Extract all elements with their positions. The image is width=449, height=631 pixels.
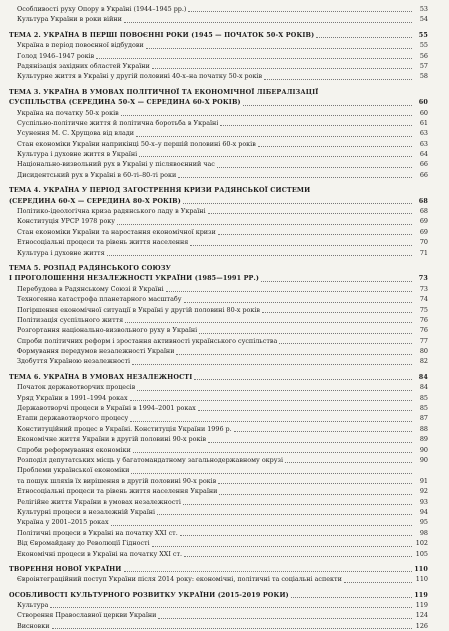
dot-leader <box>52 628 413 629</box>
toc-page-number: 89 <box>419 435 428 444</box>
dot-leader <box>218 483 412 484</box>
toc-entry-title: Особливості руху Опору в Україні (1944–1945 рр.) <box>17 4 187 13</box>
dot-leader <box>132 364 412 365</box>
toc-entry-title: Голод 1946–1947 років <box>17 51 95 60</box>
toc-page-number: 90 <box>419 456 428 464</box>
dot-leader <box>188 11 412 12</box>
toc-entry <box>9 549 428 559</box>
toc-page-number: 76 <box>419 315 428 324</box>
dot-leader <box>262 312 412 313</box>
toc-entry-title: Культурні процеси в незалежній Україні <box>17 507 156 516</box>
dot-leader <box>190 245 412 246</box>
dot-leader <box>198 410 412 411</box>
dot-leader <box>220 125 412 126</box>
dot-leader <box>208 442 412 443</box>
toc-page-number: 66 <box>419 160 428 169</box>
toc-page-number: 55 <box>418 30 428 39</box>
dot-leader <box>131 473 412 474</box>
toc-entry-title: Розгортання національно-визвольного руху в Україні <box>17 326 198 335</box>
toc-entry <box>9 118 428 128</box>
toc-page-number: 82 <box>419 357 428 366</box>
toc-entry-title: Етносоціальні процеси та рівень життя населення України <box>17 487 218 496</box>
toc-entry <box>9 108 428 118</box>
toc-entry-title: Формування передумов незалежності України <box>17 347 175 356</box>
toc-section-heading <box>9 590 428 600</box>
toc-page-number: 69 <box>419 227 428 236</box>
toc-page-number: 85 <box>419 393 428 402</box>
toc-entry <box>9 424 428 434</box>
toc-page-number: 58 <box>419 72 428 81</box>
toc-entry-title: Створення Православної церкви України <box>17 611 157 620</box>
toc-entry <box>9 497 428 507</box>
toc-entry <box>9 4 428 14</box>
toc-entry-title: Політико-ідеологічна криза радянського ладу в Україні <box>17 207 206 216</box>
dot-leader <box>264 79 412 80</box>
toc-entry <box>9 40 428 50</box>
toc-page-number: 93 <box>419 497 428 506</box>
toc-page-number: 98 <box>419 528 428 537</box>
toc-page-number: 63 <box>419 129 428 138</box>
toc-entry-title: Стан економіки України та наростання економічної кризи <box>17 227 216 236</box>
toc-section-heading <box>9 273 428 283</box>
toc-entry <box>9 159 428 169</box>
dot-leader <box>166 291 412 292</box>
toc-page-number: 91 <box>419 476 428 485</box>
toc-entry <box>9 465 428 475</box>
toc-entry-title: Стан економіки України наприкінці 50-х–у першій половині 60-х років <box>17 139 256 148</box>
toc-entry <box>9 382 428 392</box>
toc-entry-title: ТЕМА 5. РОЗПАД РАДЯНСЬКОГО СОЮЗУ <box>9 263 171 272</box>
toc-entry <box>9 346 428 356</box>
toc-page-number: 76 <box>419 326 428 335</box>
toc-entry <box>9 237 428 247</box>
dot-leader <box>121 115 412 116</box>
toc-entry <box>9 71 428 81</box>
toc-page-number: 77 <box>419 336 428 345</box>
toc-entry <box>9 128 428 138</box>
toc-section-heading <box>9 196 428 206</box>
dot-leader <box>130 400 412 401</box>
toc-entry <box>9 149 428 159</box>
toc-entry-title: Конституція УРСР 1978 року <box>17 217 116 226</box>
dot-leader <box>176 354 412 355</box>
toc-page-number: 57 <box>419 61 428 70</box>
toc-page-number: 55 <box>419 41 428 50</box>
dot-leader <box>184 302 413 303</box>
toc-entry-title: Етапи державотворчого процесу <box>17 414 129 423</box>
toc-page-number: 119 <box>415 601 428 610</box>
toc-entry <box>9 284 428 294</box>
toc-entry-title: Культура <box>17 601 49 610</box>
dot-leader <box>183 504 412 505</box>
toc-page-number: 84 <box>418 372 428 381</box>
toc-page-number: 92 <box>419 487 428 496</box>
dot-leader <box>117 224 412 225</box>
toc-entry <box>9 305 428 315</box>
toc-entry-title: Суспільно-політичне життя й політична боротьба в Україні <box>17 118 219 127</box>
toc-entry-title: Політичні процеси в Україні на початку ХХІ ст. <box>17 528 178 537</box>
toc-entry <box>9 413 428 423</box>
toc-entry <box>9 248 428 258</box>
toc-entry-title: ТВОРЕННЯ НОВОЇ УКРАЇНИ <box>9 564 122 573</box>
toc-page-number: 102 <box>415 539 428 548</box>
dot-leader <box>184 556 412 557</box>
dot-leader <box>50 607 412 608</box>
toc-entry <box>9 621 428 631</box>
toc-page-number: 84 <box>419 383 428 392</box>
toc-entry-title: Культура і духовне життя в Україні <box>17 150 138 159</box>
dot-leader <box>219 494 412 495</box>
dot-leader <box>199 333 412 334</box>
toc-entry <box>9 357 428 367</box>
toc-section-heading <box>9 30 428 40</box>
dot-leader <box>183 203 412 204</box>
toc-entry-title: Україна у 2001–2015 роках <box>17 518 109 527</box>
toc-entry-title: Перебудова в Радянському Союзі й Україні <box>17 284 164 293</box>
toc-entry-title: Україна на початку 50-х років <box>17 108 119 117</box>
toc-entry-title: Проблеми української економіки <box>17 466 130 475</box>
toc-page-number: 53 <box>419 4 428 13</box>
toc-page-number: 87 <box>419 414 428 423</box>
toc-page-number: 60 <box>418 98 428 107</box>
toc-section-heading <box>9 87 428 97</box>
toc-page-number: 73 <box>418 274 428 283</box>
dot-leader <box>243 105 412 106</box>
toc-entry-title: Державотворчі процеси в Україні в 1994–2001 роках <box>17 404 196 413</box>
dot-leader <box>133 452 412 453</box>
toc-entry <box>9 216 428 226</box>
toc-page-number: 80 <box>419 347 428 356</box>
toc-page-number: 54 <box>419 15 428 24</box>
toc-page-number: 60 <box>419 108 428 117</box>
toc-page-number: 68 <box>419 207 428 216</box>
toc-entry-title: Уряд України в 1991–1994 роках <box>17 393 128 402</box>
toc-entry-title: ОСОБЛИВОСТІ КУЛЬТУРНОГО РОЗВИТКУ УКРАЇНИ (2015-2019 РОКИ) <box>9 590 289 599</box>
toc-page-number: 63 <box>419 139 428 148</box>
toc-entry <box>9 403 428 413</box>
dot-leader <box>194 379 412 380</box>
dot-leader <box>152 68 412 69</box>
toc-page-number: 64 <box>419 150 428 159</box>
toc-entry <box>9 51 428 61</box>
toc-entry-title: Етносоціальні процеси та рівень життя населення <box>17 238 189 247</box>
toc-page-number: 66 <box>419 170 428 179</box>
toc-entry-title: Релігійне життя України в умовах незалежності <box>17 497 181 506</box>
toc-entry <box>9 170 428 180</box>
toc-page-number: 94 <box>419 507 428 516</box>
toc-entry-title: Спроби політичних реформ і зростання активності українського суспільства <box>17 336 278 345</box>
toc-entry-title: Початок державотворчих процесів <box>17 383 136 392</box>
toc-page-number: 69 <box>419 217 428 226</box>
toc-entry-title: Національно-визвольний рух в Україні у післявоєнний час <box>17 160 215 169</box>
toc-entry-title: Культура і духовне життя <box>17 248 105 257</box>
toc-section-heading <box>9 97 428 107</box>
toc-entry <box>9 600 428 610</box>
toc-page-number: 88 <box>419 424 428 433</box>
dot-leader <box>178 177 412 178</box>
toc-page-number: 68 <box>418 196 428 205</box>
toc-entry <box>9 325 428 335</box>
dot-leader <box>125 322 412 323</box>
dot-leader <box>258 146 412 147</box>
dot-leader <box>111 525 412 526</box>
toc-page-number: 61 <box>419 118 428 127</box>
toc-entry-title: Політизація суспільного життя <box>17 315 124 324</box>
toc-entry-title: І ПРОГОЛОШЕННЯ НЕЗАЛЕЖНОСТІ УКРАЇНИ (1985—1991 РР.) <box>9 274 260 283</box>
toc-page-number: 74 <box>419 295 428 304</box>
toc-entry <box>9 294 428 304</box>
dot-leader <box>208 213 412 214</box>
toc-entry-title: Здобуття Україною незалежності <box>17 357 131 366</box>
toc-entry <box>9 139 428 149</box>
toc-entry-title: Культурне життя в Україні у другій половині 40-х–на початку 50-х років <box>17 72 263 81</box>
toc-entry-title: Дисидентський рух в Україні в 60-ті–80-ті роки <box>17 170 177 179</box>
dot-leader <box>124 22 412 23</box>
toc-page-number: 70 <box>419 238 428 247</box>
dot-leader <box>285 462 412 463</box>
dot-leader <box>218 234 412 235</box>
dot-leader <box>136 136 412 137</box>
dot-leader <box>261 281 412 282</box>
dot-leader <box>234 431 412 432</box>
toc-entry-title: Техногенна катастрофа планетарного масштабу <box>17 295 182 304</box>
toc-section-heading <box>9 185 428 195</box>
toc-section-heading <box>9 564 428 574</box>
dot-leader <box>137 390 412 391</box>
toc-entry <box>9 455 428 465</box>
toc-entry <box>9 206 428 216</box>
toc-entry <box>9 434 428 444</box>
toc-entry-title: Усунення М. С. Хрущова від влади <box>17 129 135 138</box>
toc-entry <box>9 445 428 455</box>
toc-entry-title: Культура України в роки війни <box>17 15 122 24</box>
toc-page-number: 90 <box>419 445 428 454</box>
dot-leader <box>291 597 412 598</box>
toc-section-heading <box>9 263 428 273</box>
toc-entry <box>9 486 428 496</box>
toc-entry-title: СУСПІЛЬСТВА (СЕРЕДИНА 50-Х — СЕРЕДИНА 60-Х РОКІВ) <box>9 98 241 107</box>
toc-entry-title: Економічне життя України в другій половині 90-х років <box>17 435 207 444</box>
toc-entry <box>9 14 428 24</box>
toc-entry-title: Висновки <box>17 621 50 630</box>
toc-entry-title: (СЕРЕДИНА 60-Х — СЕРЕДИНА 80-Х РОКІВ) <box>9 196 181 205</box>
toc-entry <box>9 393 428 403</box>
toc-entry-title: Спроби реформування економіки <box>17 445 131 454</box>
dot-leader <box>152 546 412 547</box>
dot-leader <box>217 167 412 168</box>
dot-leader <box>316 37 412 38</box>
dot-leader <box>124 571 413 572</box>
dot-leader <box>96 58 412 59</box>
dot-leader <box>344 582 412 583</box>
dot-leader <box>157 514 412 515</box>
toc-entry-title: Конституційний процес в Україні. Конституція України 1996 р. <box>17 424 232 433</box>
toc-entry <box>9 610 428 620</box>
toc-entry-title: та пошук шляхів їх вирішення в другій половині 90-х років <box>17 476 217 485</box>
dot-leader <box>158 618 412 619</box>
toc-entry <box>9 315 428 325</box>
toc-page-number: 73 <box>419 284 428 293</box>
dot-leader <box>180 535 412 536</box>
toc-entry <box>9 61 428 71</box>
toc-page-number: 105 <box>415 549 428 558</box>
toc-page-number: 110 <box>415 575 428 584</box>
toc-entry-title: Погіршення економічної ситуації в Україні у другій половині 80-х років <box>17 305 261 314</box>
toc-entry-title: Розподіл депутатських місць у багатомандатному загальнодержавному окрузі <box>17 456 284 464</box>
dot-leader <box>146 48 412 49</box>
toc-entry <box>9 528 428 538</box>
toc-page-number: 124 <box>415 611 428 620</box>
dot-leader <box>107 255 412 256</box>
dot-leader <box>139 156 412 157</box>
toc-page-number: 126 <box>415 621 428 630</box>
toc-section-heading <box>9 372 428 382</box>
toc-entry <box>9 574 428 584</box>
toc-page-number: 95 <box>419 518 428 527</box>
toc-page-number: 75 <box>419 305 428 314</box>
toc-entry-title: ТЕМА 4. УКРАЇНА У ПЕРІОД ЗАГОСТРЕННЯ КРИЗИ РАДЯНСЬКОЇ СИСТЕМИ <box>9 186 311 195</box>
toc-page-number: 119 <box>414 590 428 599</box>
toc-entry <box>9 517 428 527</box>
toc-page-number: 85 <box>419 404 428 413</box>
toc-entry-title: Економічні процеси в Україні на початку ХХІ ст. <box>17 549 183 558</box>
toc-page-number: 56 <box>419 51 428 60</box>
toc-entry <box>9 227 428 237</box>
dot-leader <box>130 421 412 422</box>
toc-entry-title: ТЕМА 3. УКРАЇНА В УМОВАХ ПОЛІТИЧНОЇ ТА ЕКОНОМІЧНОЇ ЛІБЕРАЛІЗАЦІЇ <box>9 87 319 96</box>
toc-entry-title: ТЕМА 2. УКРАЇНА В ПЕРШІ ПОВОЄННІ РОКИ (1945 — ПОЧАТОК 50-Х РОКІВ) <box>9 30 315 39</box>
toc-entry <box>9 538 428 548</box>
toc-entry-title: Від Євромайдану до Революції Гідності <box>17 539 150 548</box>
toc-entry-title: ТЕМА 6. УКРАЇНА В УМОВАХ НЕЗАЛЕЖНОСТІ <box>9 372 193 381</box>
toc-page-number: 110 <box>414 564 428 573</box>
dot-leader <box>279 343 412 344</box>
toc-entry-title: Євроінтеграційний поступ України після 2014 року: економічні, політичні та соціальні аспекти <box>17 575 342 584</box>
toc-entry <box>9 336 428 346</box>
toc-entry-title: Радянізація західних областей України <box>17 61 150 70</box>
toc-entry <box>9 476 428 486</box>
toc-entry <box>9 507 428 517</box>
toc-entry-title: Україна в період повоєнної відбудови <box>17 41 144 50</box>
toc-page-number: 71 <box>419 248 428 257</box>
